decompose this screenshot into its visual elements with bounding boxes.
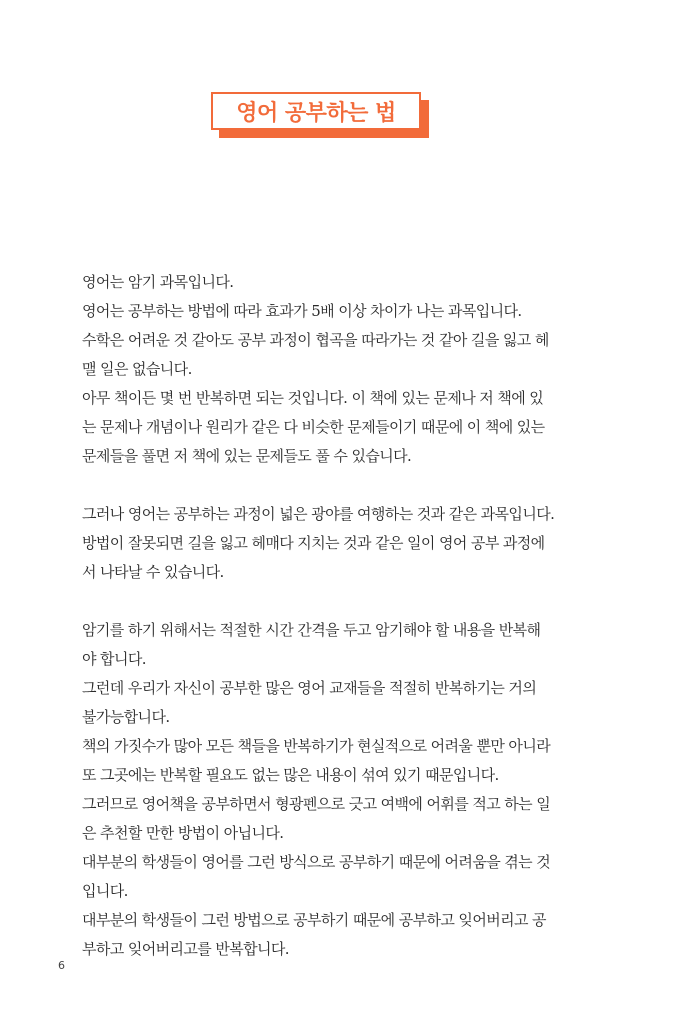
text-line: 그런데 우리가 자신이 공부한 많은 영어 교재들을 적절히 반복하기는 거의 <box>82 679 537 697</box>
title-banner-box <box>211 92 421 130</box>
text-line: 은 추천할 만한 방법이 아닙니다. <box>82 824 284 842</box>
text-line: 대부분의 학생들이 영어를 그런 방식으로 공부하기 때문에 어려움을 겪는 것 <box>82 853 551 871</box>
paragraph-1 <box>82 268 584 471</box>
text-line: 맬 일은 없습니다. <box>82 360 192 378</box>
text-line: 대부분의 학생들이 그런 방법으로 공부하기 때문에 공부하고 잊어버리고 공 <box>82 911 546 929</box>
text-line: 서 나타날 수 있습니다. <box>82 563 224 581</box>
text-line: 불가능합니다. <box>82 708 170 726</box>
paragraph-3 <box>82 616 584 964</box>
text-line: 수학은 어려운 것 같아도 공부 과정이 협곡을 따라가는 것 같아 길을 잃고 헤 <box>82 331 549 349</box>
chapter-title-banner <box>211 92 431 138</box>
body-text <box>82 268 584 964</box>
text-line: 방법이 잘못되면 길을 잃고 헤매다 지치는 것과 같은 일이 영어 공부 과정에 <box>82 534 545 552</box>
paragraph-2 <box>82 500 584 587</box>
text-line: 야 합니다. <box>82 650 146 668</box>
text-line: 영어는 암기 과목입니다. <box>82 273 234 291</box>
text-line: 영어는 공부하는 방법에 따라 효과가 5배 이상 차이가 나는 과목입니다. <box>82 302 522 320</box>
text-line: 입니다. <box>82 882 128 900</box>
page-number: 6 <box>58 959 65 972</box>
text-line: 문제들을 풀면 저 책에 있는 문제들도 풀 수 있습니다. <box>82 447 412 465</box>
text-line: 그러나 영어는 공부하는 과정이 넓은 광야를 여행하는 것과 같은 과목입니다. <box>82 505 555 523</box>
text-line: 부하고 잊어버리고를 반복합니다. <box>82 940 289 958</box>
text-line: 책의 가짓수가 많아 모든 책들을 반복하기가 현실적으로 어려울 뿐만 아니라 <box>82 737 551 755</box>
text-line: 암기를 하기 위해서는 적절한 시간 간격을 두고 암기해야 할 내용을 반복해 <box>82 621 541 639</box>
text-line: 또 그곳에는 반복할 필요도 없는 많은 내용이 섞여 있기 때문입니다. <box>82 766 499 784</box>
chapter-title: 영어 공부하는 법 <box>236 100 396 126</box>
text-line: 그러므로 영어책을 공부하면서 형광펜으로 긋고 여백에 어휘를 적고 하는 일 <box>82 795 551 813</box>
text-line: 는 문제나 개념이나 원리가 같은 다 비슷한 문제들이기 때문에 이 책에 있는 <box>82 418 545 436</box>
text-line: 아무 책이든 몇 번 반복하면 되는 것입니다. 이 책에 있는 문제나 저 책에 있 <box>82 389 544 407</box>
